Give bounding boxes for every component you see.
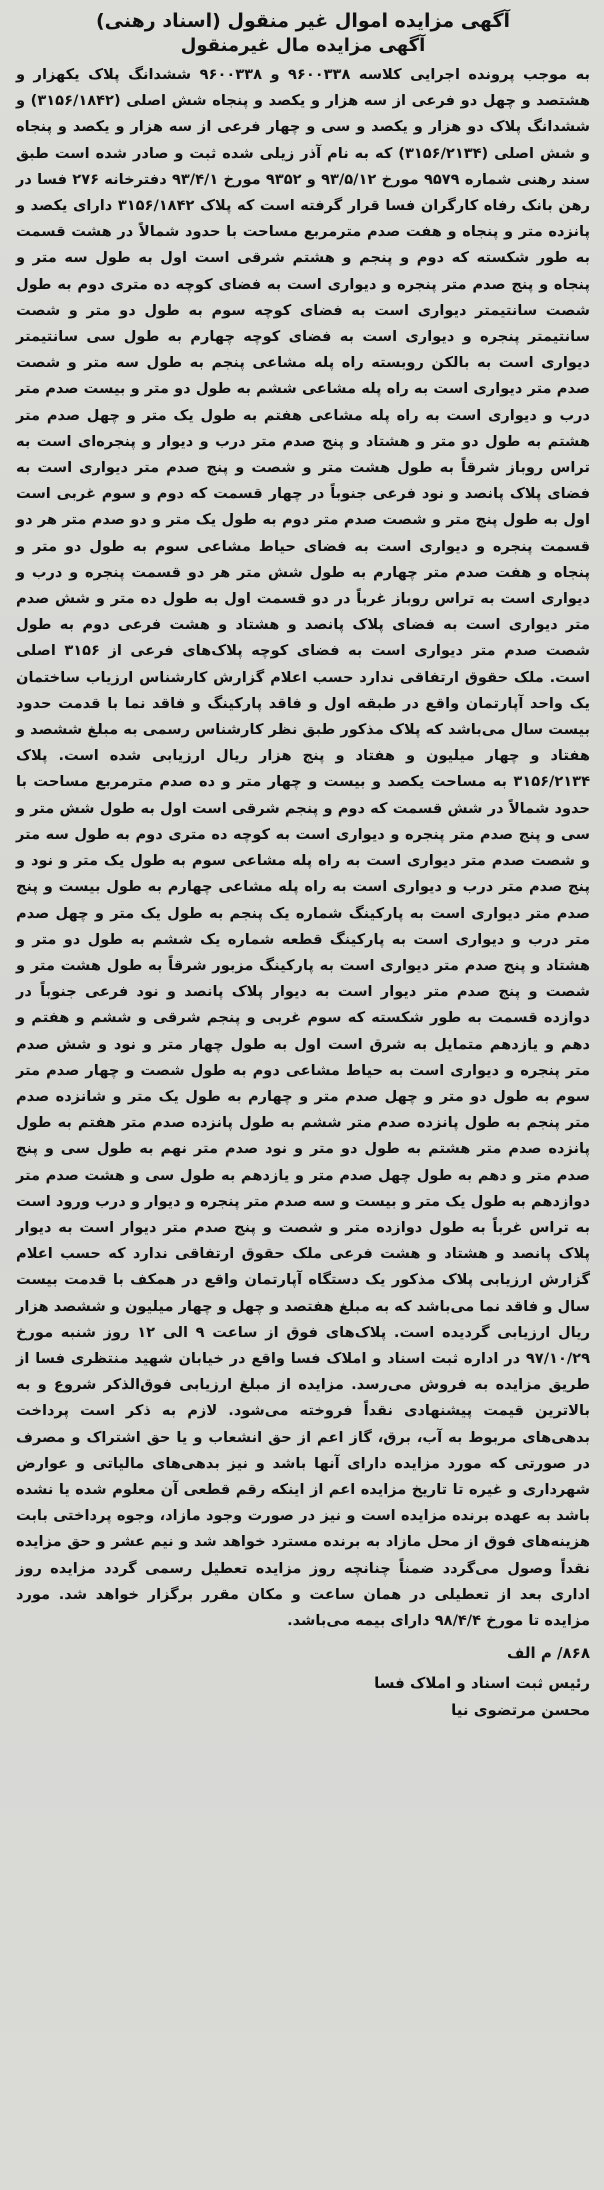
notice-header [16, 8, 590, 58]
signer-title: رئیس ثبت اسناد و املاک فسا [374, 1674, 590, 1693]
notice-footer [16, 1640, 590, 1724]
notice-subtitle: آگهی مزایده مال غیرمنقول [180, 35, 426, 56]
notice-paragraph: به موجب پرونده اجرایی کلاسه ۹۶۰۰۳۳۸ و ۹۶۰۰۳۳۸ ششدانگ پلاک یکهزار و هشتصد و چهل دو فرعی از سه هزار و یکصد و پنجاه شش اصلی (۳۱۵۶/۱۸۴۲) و ششدانگ پلاک دو هزار و یکصد و سی و چهار فرعی از سه هزار و یکصد و پنجاه و شش اصلی (۳۱۵۶/۲۱۳۴) که به نام آذر زیلی شده ثبت و صادر شده است طبق سند رهنی شماره ۹۵۷۹ مورخ ۹۳/۵/۱۲ و ۹۳۵۲ مورخ ۹۳/۴/۱ دفترخانه ۲۷۶ فسا در رهن بانک رفاه کارگران فسا قرار گرفته است که پلاک ۳۱۵۶/۱۸۴۲ دارای یکصد و پانزده متر و پنجاه و هفت صدم مترمربع مساحت با حدود شمالاً در هشت قسمت به طور شکسته که دوم و پنجم و هشتم شرقی است اول به طول سه متر و پنجاه و پنج صدم متر پنجره و دیواری است به فضای کوچه ده متری دوم به طول شصت سانتیمتر دیواری است به فضای کوچه سوم به طول دو متر و شصت سانتیمتر پنجره و دیواری است به فضای کوچه چهارم به طول سی سانتیمتر دیواری است به بالکن روبسته راه پله مشاعی پنجم به طول سه متر و شصت صدم متر دیواری است به راه پله مشاعی ششم به طول دو متر و بیست صدم متر درب و دیواری است به راه پله مشاعی هفتم به طول یک متر و چهل صدم متر هشتم به طول دو متر و هشتاد و پنج صدم متر درب و دیوار و پنجره‌ای است به تراس روباز شرقاً به طول هشت متر و شصت و پنج صدم متر دیواری است به فضای پلاک پانصد و نود فرعی جنوباً در چهار قسمت که دوم و سوم غربی است اول به طول پنج متر و شصت صدم متر دوم به طول یک متر و دو صدم متر هر دو قسمت پنجره و دیواری است به فضای حیاط مشاعی سوم به طول دو متر و پنجاه و هفت صدم متر چهارم به طول شش متر هر دو قسمت پنجره و درب و دیواری است به تراس روباز غرباً در دو قسمت اول به طول ده متر و شش صدم متر دیواری است به فضای پلاک پانصد و هشتاد و هشت فرعی دوم به طول شصت صدم متر دیواری است به فضای کوچه پلاک‌های فرعی از ۳۱۵۶ اصلی است. ملک حقوق ارتفاقی ندارد حسب اعلام گزارش کارشناس ارزیاب ساختمان یک واحد آپارتمان واقع در طبقه اول و فاقد پارکینگ و فاقد نما با قدمت حدود بیست سال می‌باشد که پلاک مذکور طبق نظر کارشناس رسمی به مبلغ ششصد و هفتاد و چهار میلیون و هفتاد و پنج هزار ریال ارزیابی شده است. پلاک ۳۱۵۶/۲۱۳۴ به مساحت یکصد و بیست و چهار متر و ده صدم مترمربع مساحت با حدود شمالاً در شش قسمت که دوم و پنجم شرقی است اول به طول شش متر و سی و پنج صدم متر پنجره و دیواری است به کوچه ده متری دوم به طول سه متر و شصت صدم متر دیواری است به راه پله مشاعی سوم به طول یک متر و نود و پنج صدم متر درب و دیواری است به راه پله مشاعی چهارم به طول بیست و پنج صدم متر دیواری است به پارکینگ شماره یک پنجم به طول یک متر و چهل صدم متر درب و دیواری است به پارکینگ قطعه شماره یک ششم به طول دو متر و هشتاد و پنج صدم متر دیواری است به پارکینگ مزبور شرقاً به طول هشت متر و شصت و پنج صدم متر دیوار است به دیوار پلاک پانصد و نود فرعی جنوباً در دوازده قسمت به طور شکسته که سوم غربی و پنجم شرقی و ششم و هفتم و دهم و یازدهم متمایل به شرق است اول به طول چهار متر و نود و شش صدم متر پنجره و دیواری است به حیاط مشاعی دوم به طول شصت و چهار صدم متر سوم به طول دو متر و چهل صدم متر و چهارم به طول یک متر و شانزده صدم متر پنجم به طول پانزده صدم متر ششم به طول پانزده صدم متر هفتم به طول پانزده صدم متر هشتم به طول دو متر و نود صدم متر نهم به طول سی و پنج صدم متر و دهم به طول چهل صدم متر و یازدهم به طول سی و هشت صدم متر دوازدهم به طول یک متر و بیست و سه صدم متر پنجره و دیوار و درب ورود است به تراس غرباً به طول دوازده متر و شصت و پنج صدم متر دیوار است به دیوار پلاک پانصد و هشتاد و هشت فرعی ملک حقوق ارتفاقی ندارد که حسب اعلام گزارش ارزیابی پلاک مذکور یک دستگاه آپارتمان واقع در همکف با قدمت بیست سال و فاقد نما می‌باشد که به مبلغ هفتصد و چهل و چهار میلیون و ششصد هزار ریال ارزیابی گردیده است. پلاک‌های فوق از ساعت ۹ الی ۱۲ روز شنبه مورخ ۹۷/۱۰/۲۹ در اداره ثبت اسناد و املاک فسا واقع در خیابان شهید منتظری فسا از طریق مزایده به فروش می‌رسد. مزایده از مبلغ ارزیابی فوق‌الذکر شروع و به بالاترین قیمت پیشنهادی نقداً فروخته می‌شود. لازم به ذکر است پرداخت بدهی‌های مربوط به آب، برق، گاز اعم از حق انشعاب و یا حق اشتراک و مصرف در صورتی که مورد مزایده دارای آنها باشد و نیز بدهی‌های مالیاتی و عوارض شهرداری و غیره تا تاریخ مزایده اعم از اینکه رقم قطعی آن معلوم شده یا نشده باشد به عهده برنده مزایده است و نیز در صورت وجود مازاد، وجوه پرداختی بابت هزینه‌های فوق از محل مازاد به برنده مسترد خواهد شد و نیم عشر و حق مزایده نقداً وصول می‌گردد ضمناً چنانچه روز مزایده تعطیل رسمی گردد مزایده روز اداری بعد از تعطیلی در همان ساعت و مکان مقرر برگزار خواهد شد. مورد مزایده تا مورخ ۹۸/۴/۴ دارای بیمه می‌باشد. [16, 66, 591, 1629]
signer-name: محسن مرتضوی نیا [451, 1701, 590, 1720]
notice-body [16, 62, 590, 1634]
notice-title: آگهی مزایده اموال غیر منقول (اسناد رهنی) [95, 10, 511, 32]
signature-block [16, 1670, 590, 1724]
reference-number: ۸۶۸/ م الف [506, 1644, 590, 1663]
